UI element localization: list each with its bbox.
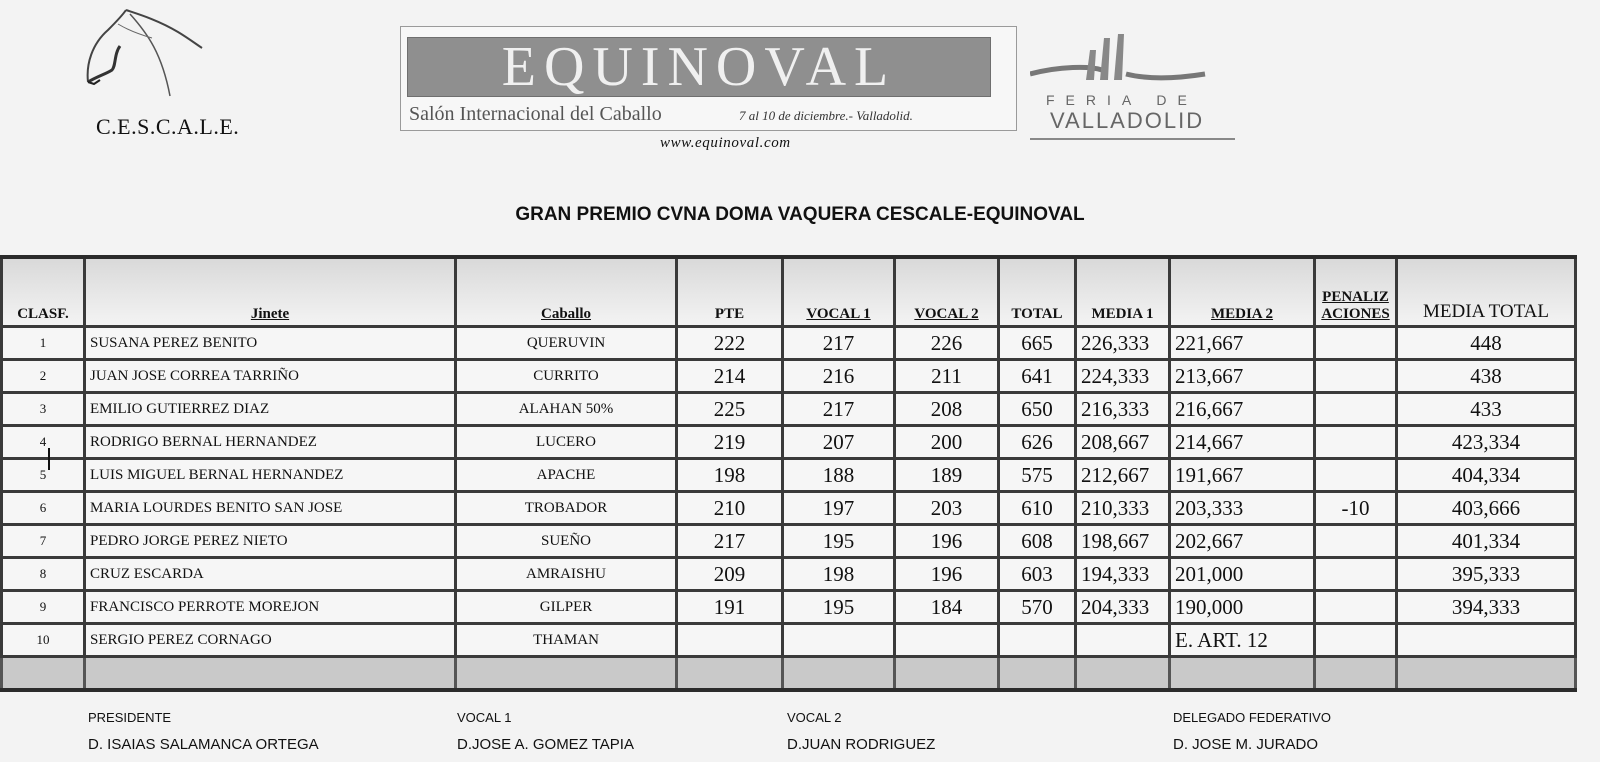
footer-cell [85,657,456,691]
cell-vocal2: 196 [895,525,999,558]
cell-vocal2: 184 [895,591,999,624]
col-header-total: TOTAL [999,257,1076,327]
cell-total: 575 [999,459,1076,492]
cell-vocal2: 226 [895,327,999,360]
cell-penaliz [1315,591,1397,624]
equinoval-logo [400,26,1017,131]
cell-caballo: CURRITO [456,360,677,393]
cell-vocal1: 188 [783,459,895,492]
cell-total: 626 [999,426,1076,459]
cell-penaliz [1315,459,1397,492]
footer-cell [1397,657,1576,691]
cell-jinete: PEDRO JORGE PEREZ NIETO [85,525,456,558]
cell-penaliz [1315,393,1397,426]
table-row [2,426,1576,459]
cell-vocal2 [895,624,999,657]
cell-vocal2: 208 [895,393,999,426]
col-header-vocal1-label: VOCAL 1 [806,306,871,322]
col-header-pte: PTE [677,257,783,327]
signature-role: VOCAL 2 [787,710,842,725]
col-header-penaliz-line1: PENALIZ [1322,289,1389,305]
cell-clasf: 10 [2,624,85,657]
horse-head-logo-icon [78,4,208,104]
col-header-jinete-label: Jinete [250,306,290,322]
cell-vocal2: 200 [895,426,999,459]
cell-pte: 225 [677,393,783,426]
cell-penaliz [1315,426,1397,459]
document-title: GRAN PREMIO CVNA DOMA VAQUERA CESCALE-EQUINOVAL [515,204,1085,225]
cell-media-total [1397,624,1576,657]
org-name: C.E.S.C.A.L.E. [96,114,240,139]
cell-caballo: LUCERO [456,426,677,459]
cell-caballo: GILPER [456,591,677,624]
cell-pte: 191 [677,591,783,624]
signature-role: VOCAL 1 [457,710,512,725]
cell-media2: 203,333 [1170,492,1315,525]
cell-media-total: 448 [1397,327,1576,360]
table-row [2,360,1576,393]
table-header-row [2,257,1576,327]
signature-name: D. ISAIAS SALAMANCA ORTEGA [88,736,319,753]
cell-jinete: EMILIO GUTIERREZ DIAZ [85,393,456,426]
cell-vocal1 [783,624,895,657]
cell-media2: 213,667 [1170,360,1315,393]
feria-valladolid-logo [1030,30,1235,145]
cell-total: 570 [999,591,1076,624]
cell-jinete: SUSANA PEREZ BENITO [85,327,456,360]
footer-cell [783,657,895,691]
cell-total: 610 [999,492,1076,525]
cell-clasf: 3 [2,393,85,426]
cell-clasf: 5 [2,459,85,492]
cell-media1 [1076,624,1170,657]
cell-pte: 214 [677,360,783,393]
cell-media-total: 438 [1397,360,1576,393]
cell-media-total: 433 [1397,393,1576,426]
cell-penaliz [1315,360,1397,393]
cell-jinete: RODRIGO BERNAL HERNANDEZ [85,426,456,459]
cell-total: 603 [999,558,1076,591]
table-row [2,459,1576,492]
cell-total: 608 [999,525,1076,558]
signature-name: D.JUAN RODRIGUEZ [787,736,936,753]
cell-media1: 194,333 [1076,558,1170,591]
footer-cell [1315,657,1397,691]
cell-vocal2: 203 [895,492,999,525]
col-header-caballo-label: Caballo [540,306,591,322]
footer-cell [456,657,677,691]
cell-vocal1: 195 [783,525,895,558]
cell-clasf: 4 [2,426,85,459]
cell-caballo: AMRAISHU [456,558,677,591]
signature-name: D. JOSE M. JURADO [1173,736,1319,753]
cell-media1: 208,667 [1076,426,1170,459]
cell-media-total: 404,334 [1397,459,1576,492]
cell-media-total: 394,333 [1397,591,1576,624]
col-header-media2-label: MEDIA 2 [1210,306,1274,322]
cell-media2: 221,667 [1170,327,1315,360]
signature-role: PRESIDENTE [88,710,172,725]
cell-media-total: 395,333 [1397,558,1576,591]
cell-vocal1: 197 [783,492,895,525]
signature-role: DELEGADO FEDERATIVO [1173,710,1331,725]
cell-total [999,624,1076,657]
cell-media-total: 401,334 [1397,525,1576,558]
cell-vocal1: 207 [783,426,895,459]
cell-media2: 201,000 [1170,558,1315,591]
cell-caballo: ALAHAN 50% [456,393,677,426]
col-header-jinete [85,257,456,327]
fair-dates: 7 al 10 de diciembre.- Valladolid. [739,108,913,123]
footer-cell [895,657,999,691]
cell-caballo: SUEÑO [456,525,677,558]
cell-jinete: MARIA LOURDES BENITO SAN JOSE [85,492,456,525]
cell-vocal1: 217 [783,393,895,426]
col-header-penaliz-line2: ACIONES [1321,306,1390,322]
footer-cell [1170,657,1315,691]
cell-media2: 214,667 [1170,426,1315,459]
table-row [2,327,1576,360]
table-row [2,525,1576,558]
cell-caballo: TROBADOR [456,492,677,525]
cell-media1: 198,667 [1076,525,1170,558]
table-footer-row [2,657,1576,691]
cell-penaliz [1315,624,1397,657]
cell-pte: 219 [677,426,783,459]
cell-pte: 222 [677,327,783,360]
cell-total: 665 [999,327,1076,360]
fair-subtitle: Salón Internacional del Caballo [409,103,662,125]
fair-title: EQUINOVAL [501,36,897,98]
col-header-vocal1 [783,257,895,327]
footer-cell [677,657,783,691]
cell-media1: 226,333 [1076,327,1170,360]
cell-media2: 216,667 [1170,393,1315,426]
cell-penaliz [1315,327,1397,360]
cell-clasf: 7 [2,525,85,558]
cell-pte: 217 [677,525,783,558]
table-row [2,393,1576,426]
table-row [2,492,1576,525]
cell-jinete: CRUZ ESCARDA [85,558,456,591]
cell-media1: 210,333 [1076,492,1170,525]
cell-media2: 191,667 [1170,459,1315,492]
cell-total: 641 [999,360,1076,393]
feria-emblem-icon [1030,30,1235,90]
cell-media2: 190,000 [1170,591,1315,624]
signature-name: D.JOSE A. GOMEZ TAPIA [457,736,634,753]
cell-pte: 198 [677,459,783,492]
cell-total: 650 [999,393,1076,426]
cell-pte: 209 [677,558,783,591]
cell-vocal1: 216 [783,360,895,393]
footer-cell [2,657,85,691]
cell-clasf: 8 [2,558,85,591]
col-header-penalizaciones [1315,257,1397,327]
cell-pte [677,624,783,657]
cell-media-total: 403,666 [1397,492,1576,525]
website-link[interactable]: www.equinoval.com [660,135,791,151]
cell-vocal1: 195 [783,591,895,624]
cell-clasf: 2 [2,360,85,393]
col-header-media1: MEDIA 1 [1076,257,1170,327]
col-header-caballo [456,257,677,327]
cell-media-total: 423,334 [1397,426,1576,459]
cell-media1: 224,333 [1076,360,1170,393]
cell-clasf: 9 [2,591,85,624]
col-header-clasf: CLASF. [2,257,85,327]
cell-vocal2: 189 [895,459,999,492]
table-row [2,591,1576,624]
cell-media2: E. ART. 12 [1170,624,1315,657]
cell-media1: 204,333 [1076,591,1170,624]
venue-underline [1030,138,1235,140]
cell-vocal2: 196 [895,558,999,591]
cell-caballo: QUERUVIN [456,327,677,360]
cell-jinete: SERGIO PEREZ CORNAGO [85,624,456,657]
cell-pte: 210 [677,492,783,525]
footer-cell [999,657,1076,691]
cell-media1: 216,333 [1076,393,1170,426]
table-body [2,327,1576,691]
col-header-vocal2 [895,257,999,327]
cell-vocal1: 198 [783,558,895,591]
venue-line1: FERIA DE [1046,92,1198,108]
cell-clasf: 1 [2,327,85,360]
cell-jinete: LUIS MIGUEL BERNAL HERNANDEZ [85,459,456,492]
cell-jinete: JUAN JOSE CORREA TARRIÑO [85,360,456,393]
col-header-media-total: MEDIA TOTAL [1397,257,1576,327]
cell-caballo: APACHE [456,459,677,492]
table-row [2,624,1576,657]
cell-jinete: FRANCISCO PERROTE MOREJON [85,591,456,624]
cell-clasf: 6 [2,492,85,525]
col-header-vocal2-label: VOCAL 2 [914,306,979,322]
col-header-media2 [1170,257,1315,327]
cell-caballo: THAMAN [456,624,677,657]
cell-vocal1: 217 [783,327,895,360]
cell-media2: 202,667 [1170,525,1315,558]
cell-penaliz: -10 [1315,492,1397,525]
text-cursor-mark [48,448,50,470]
table-row [2,558,1576,591]
cell-media1: 212,667 [1076,459,1170,492]
cell-penaliz [1315,525,1397,558]
cell-vocal2: 211 [895,360,999,393]
footer-cell [1076,657,1170,691]
venue-line2: VALLADOLID [1050,108,1205,133]
cell-penaliz [1315,558,1397,591]
equinoval-banner [407,37,991,97]
results-table [0,255,1577,692]
